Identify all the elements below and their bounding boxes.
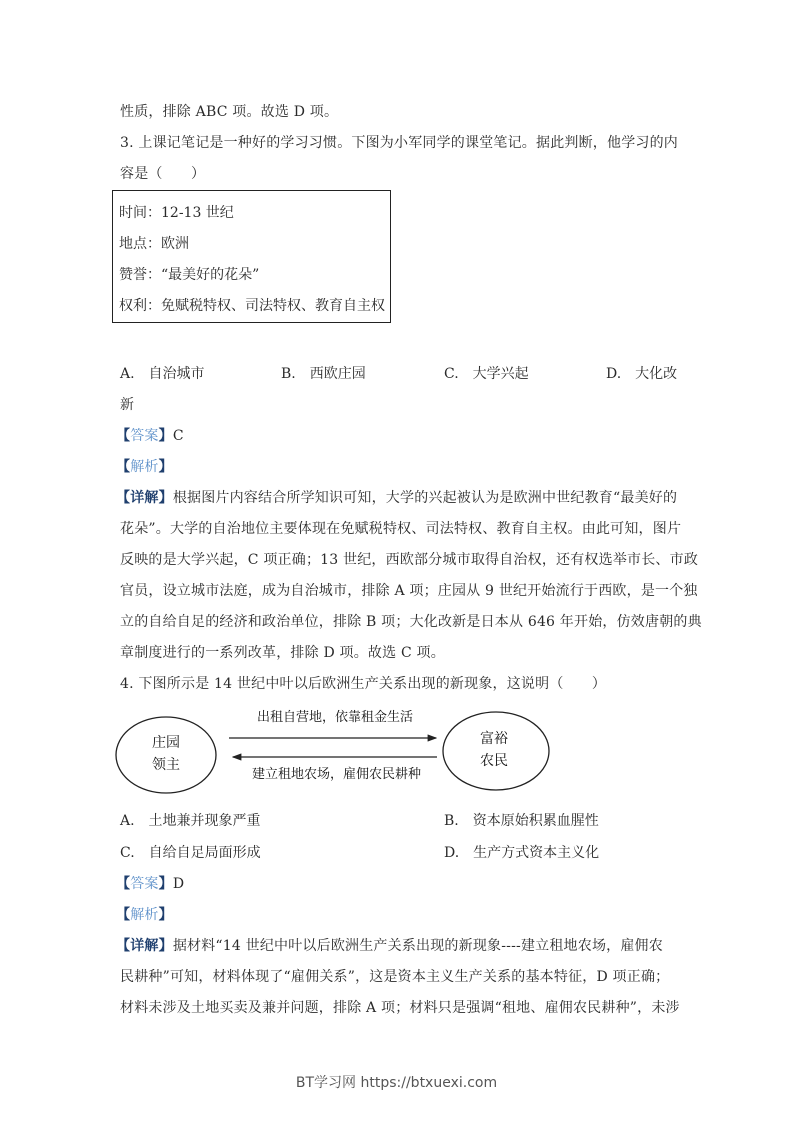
answer-value: C xyxy=(172,428,184,444)
bracket-open: 【 xyxy=(116,907,131,923)
q3-detail-line2: 花朵”。大学的自治地位主要体现在免赋税特权、司法特权、教育自主权。由此可知，图片 xyxy=(120,521,682,537)
bracket-close: 】 xyxy=(158,907,173,923)
q4-option-a: A. 土地兼并现象严重 xyxy=(120,813,261,829)
q3-option-b: B. 西欧庄园 xyxy=(281,366,366,382)
previous-answer-tail: 性质，排除 ABC 项。故选 D 项。 xyxy=(120,104,339,120)
q3-stem-line1: 3. 上课记笔记是一种好的学习习惯。下图为小军同学的课堂笔记。据此判断，他学习的内 xyxy=(120,135,679,151)
right-node-label xyxy=(466,728,522,772)
q4-detail-line3: 材料未涉及土地买卖及兼并问题，排除 A 项；材料只是强调“租地、雇佣农民耕种”，未涉 xyxy=(120,1000,680,1016)
left-node-line2: 领主 xyxy=(152,757,180,773)
detail-text: 据材料“14 世纪中叶以后欧洲生产关系出现的新现象----建立租地农场，雇佣农 xyxy=(172,938,663,954)
q4-option-c: C. 自给自足局面形成 xyxy=(120,845,261,861)
bracket-close: 】 xyxy=(158,459,173,475)
q3-option-d: D. 大化改 xyxy=(606,366,678,382)
right-node-line1: 富裕 xyxy=(480,731,508,747)
bracket-close: 】 xyxy=(158,490,173,506)
class-notes-box xyxy=(112,190,391,323)
answer-value: D xyxy=(172,876,185,892)
q4-analysis-heading xyxy=(116,907,173,923)
top-arrow-label: 出租自营地，依靠租金生活 xyxy=(257,710,414,725)
q3-detail-line5: 立的自给自足的经济和政治单位，排除 B 项；大化改新是日本从 646 年开始，仿效唐朝的典 xyxy=(120,614,702,630)
bracket-open: 【 xyxy=(116,876,131,892)
note-rights: 权利：免赋税特权、司法特权、教育自主权 xyxy=(119,298,385,314)
q3-detail-line6: 章制度进行的一系列改革，排除 D 项。故选 C 项。 xyxy=(120,645,445,661)
bracket-open: 【 xyxy=(116,459,131,475)
q4-stem: 4. 下图所示是 14 世纪中叶以后欧洲生产关系出现的新现象，这说明（ ） xyxy=(120,676,607,692)
q4-answer xyxy=(116,876,184,892)
left-node-label xyxy=(140,732,192,776)
q4-detail-line1 xyxy=(116,938,663,954)
note-place: 地点：欧洲 xyxy=(119,236,189,252)
q4-option-d: D. 生产方式资本主义化 xyxy=(444,845,600,861)
q3-option-a: A. 自治城市 xyxy=(120,366,205,382)
left-node-line1: 庄园 xyxy=(152,735,180,751)
bracket-close: 】 xyxy=(158,876,173,892)
q3-detail-line3: 反映的是大学兴起，C 项正确；13 世纪，西欧部分城市取得自治权，还有权选举市长、市政 xyxy=(120,552,699,568)
q3-option-c: C. 大学兴起 xyxy=(444,366,529,382)
q4-detail-line2: 民耕种”可知，材料体现了“雇佣关系”，这是资本主义生产关系的基本特征，D 项正确； xyxy=(120,969,670,985)
analysis-tag: 解析 xyxy=(130,459,159,475)
note-time: 时间：12-13 世纪 xyxy=(119,205,234,221)
q3-detail-line1 xyxy=(116,490,677,506)
bottom-arrow-label: 建立租地农场，雇佣农民耕种 xyxy=(252,767,422,782)
detail-tag: 详解 xyxy=(130,938,159,954)
note-praise: 赞誉：“最美好的花朵” xyxy=(119,267,260,283)
bracket-open: 【 xyxy=(116,490,131,506)
production-relations-diagram xyxy=(110,700,570,800)
answer-tag: 答案 xyxy=(130,428,159,444)
bracket-close: 】 xyxy=(158,938,173,954)
q3-detail-line4: 官员，设立城市法庭，成为自治城市，排除 A 项；庄园从 9 世纪开始流行于西欧，是一个独 xyxy=(120,583,698,599)
q3-stem-line2: 容是（ ） xyxy=(120,166,206,182)
bracket-close: 】 xyxy=(158,428,173,444)
site-footer-watermark: BT学习网 https://btxuexi.com xyxy=(295,1075,498,1091)
q4-option-b: B. 资本原始积累血腥性 xyxy=(444,813,599,829)
bracket-open: 【 xyxy=(116,428,131,444)
detail-text: 根据图片内容结合所学知识可知，大学的兴起被认为是欧洲中世纪教育“最美好的 xyxy=(172,490,678,506)
detail-tag: 详解 xyxy=(130,490,159,506)
bracket-open: 【 xyxy=(116,938,131,954)
q3-option-d-wrap: 新 xyxy=(120,397,134,413)
right-node-line2: 农民 xyxy=(480,753,508,769)
answer-tag: 答案 xyxy=(130,876,159,892)
q3-answer xyxy=(116,428,184,444)
q3-analysis-heading xyxy=(116,459,173,475)
analysis-tag: 解析 xyxy=(130,907,159,923)
